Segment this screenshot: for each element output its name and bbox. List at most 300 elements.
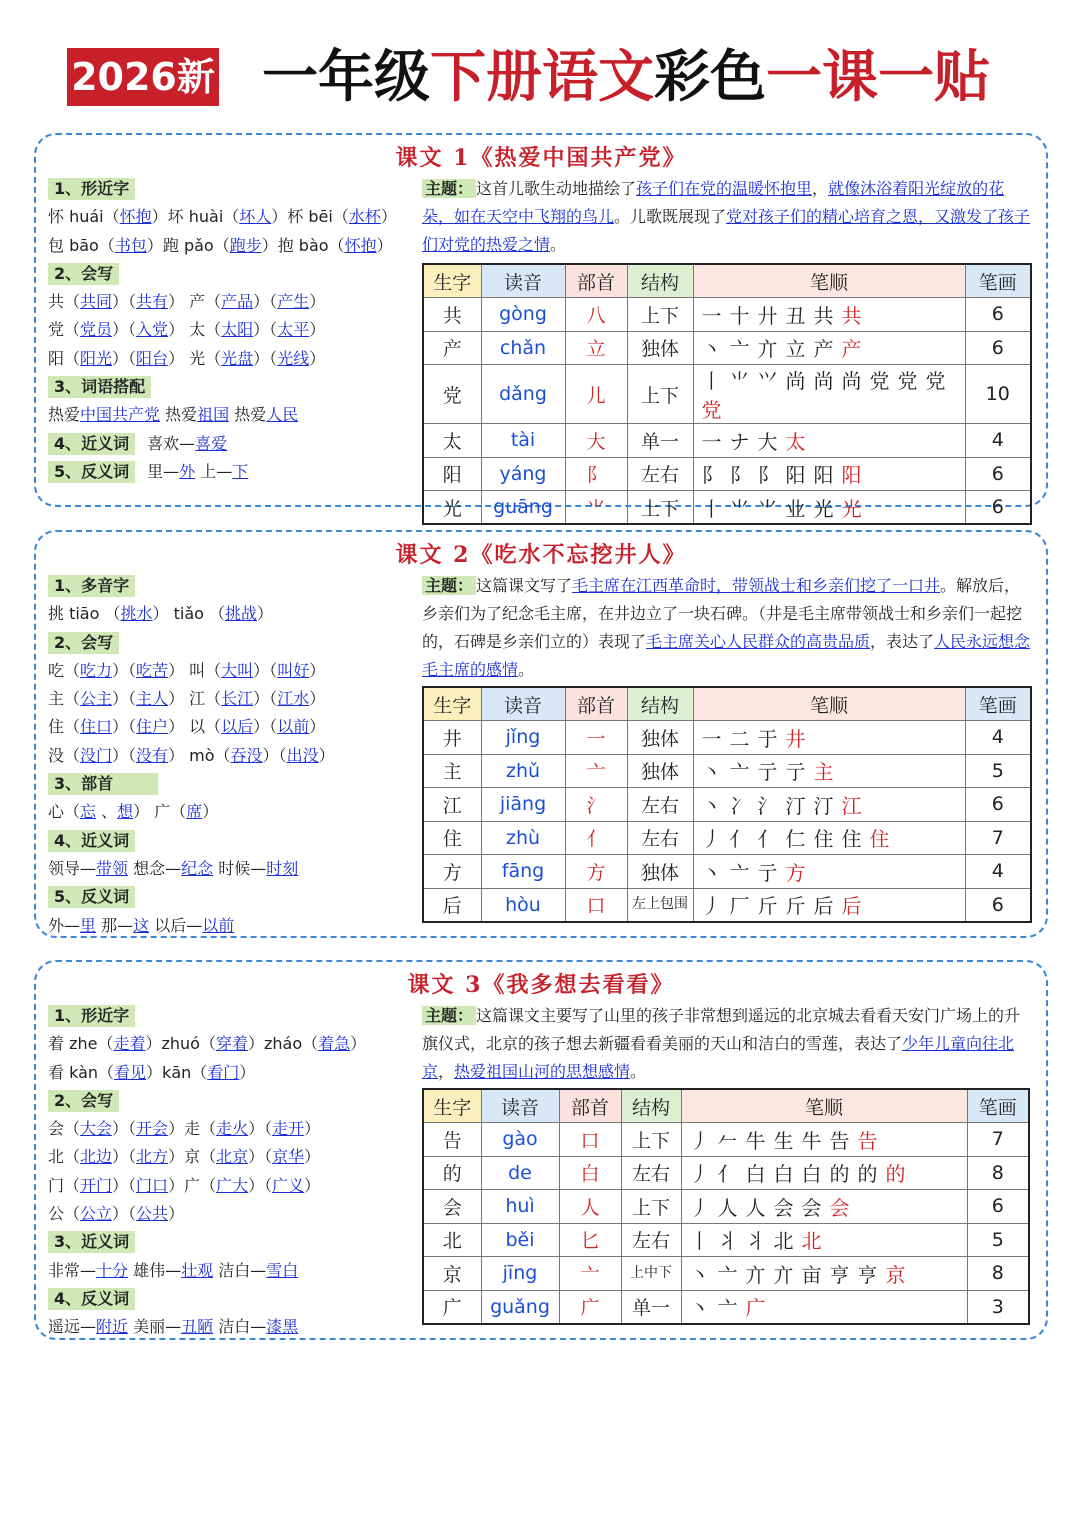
char-cell: 党: [423, 365, 481, 424]
text-fragment: ）（: [112, 745, 137, 765]
key-phrase: 公主: [80, 689, 113, 709]
text-fragment: 怀 huái（: [48, 207, 120, 227]
note-line: [48, 685, 418, 713]
stroke-step: 亩: [801, 1262, 830, 1287]
note-heading: [48, 1285, 418, 1313]
radical-cell: 大: [565, 424, 627, 458]
pinyin-cell: tài: [481, 424, 565, 458]
text-fragment: ）（: [112, 1147, 137, 1167]
stroke-step: 亣: [757, 337, 786, 362]
stroke-step: 党: [869, 369, 898, 393]
key-phrase: 挑战: [225, 604, 258, 624]
text-fragment: ）坏 huài（: [151, 207, 240, 227]
text-fragment: 洁白—: [213, 1317, 267, 1337]
stroke-step: 共: [841, 303, 870, 328]
text-fragment: 。儿歌既展现了: [614, 207, 727, 226]
table-row: [423, 888, 1031, 922]
stroke-count-cell: 4: [965, 721, 1031, 755]
table-row: [423, 788, 1031, 822]
key-phrase: 纪念: [181, 858, 214, 878]
section-heading: 3、词语搭配: [48, 376, 151, 398]
structure-cell: 上下: [621, 1123, 681, 1157]
stroke-order-cell: [693, 721, 965, 755]
stroke-order-cell: [693, 888, 965, 922]
stroke-step: 光: [813, 496, 842, 521]
stroke-step: 丶: [701, 337, 730, 362]
column-header: 结构: [621, 1089, 681, 1123]
char-cell: 江: [423, 788, 481, 822]
key-phrase: 喜爱: [195, 433, 228, 453]
text-fragment: ） 广（: [133, 802, 187, 822]
note-line: [48, 232, 418, 260]
char-cell: 阳: [423, 457, 481, 491]
section-heading: 2、会写: [48, 1090, 119, 1112]
section-heading: 3、部首: [48, 773, 158, 795]
note-line: [48, 742, 418, 770]
stroke-step: 亠: [729, 337, 758, 362]
table-row: [423, 1257, 1029, 1291]
table-row: [423, 331, 1031, 365]
stroke-count-cell: 3: [967, 1290, 1029, 1324]
table-row: [423, 1290, 1029, 1324]
stroke-count-cell: 5: [967, 1223, 1029, 1257]
note-heading: [48, 572, 418, 600]
char-cell: 后: [423, 888, 481, 922]
pinyin-cell: fāng: [481, 855, 565, 889]
stroke-step: 亻: [729, 827, 758, 852]
key-phrase: 北方: [136, 1147, 169, 1167]
pinyin-cell: huì: [481, 1190, 559, 1224]
radical-cell: 口: [565, 888, 627, 922]
key-phrase: 时刻: [266, 858, 299, 878]
text-fragment: ）抱 bào（: [261, 235, 345, 255]
pinyin-cell: guǎng: [481, 1290, 559, 1324]
stroke-step: 会: [801, 1195, 830, 1220]
note-line: [48, 1059, 418, 1087]
key-phrase: 广大: [216, 1175, 249, 1195]
stroke-step: 大: [757, 429, 786, 454]
pinyin-cell: hòu: [481, 888, 565, 922]
text-fragment: 着 zhe（: [48, 1034, 114, 1054]
key-phrase: 毛主席关心人民群众的高贵品质: [646, 632, 871, 651]
radical-cell: 立: [565, 331, 627, 365]
text-fragment: 这篇课文主要写了山里的孩子非常想到遥远的北京城去看看天安门广场上的升旗仪式，北京的孩子想去新疆看看美丽的天山和洁白的雪莲，表达了: [422, 1006, 1021, 1053]
note-line: [48, 203, 418, 231]
key-phrase: 长江: [221, 689, 254, 709]
stroke-step: ナ: [729, 429, 758, 454]
text-fragment: ）杯 bēi（: [271, 207, 349, 227]
key-phrase: 以前: [277, 717, 310, 737]
stroke-count-cell: 6: [965, 788, 1031, 822]
note-heading: [48, 1002, 418, 1030]
pinyin-cell: běi: [481, 1223, 559, 1257]
text-fragment: ） tiǎo （: [152, 604, 226, 624]
stroke-step: 亨: [829, 1262, 858, 1287]
key-phrase: 祖国: [197, 405, 230, 425]
structure-cell: 独体: [627, 721, 693, 755]
text-fragment: 没（: [48, 745, 81, 765]
stroke-step: 亻: [717, 1162, 746, 1187]
text-fragment: ）京（: [168, 1147, 217, 1167]
char-cell: 方: [423, 855, 481, 889]
stroke-step: 十: [729, 303, 758, 328]
section-heading: 3、近义词: [48, 1231, 135, 1253]
key-phrase: 下: [232, 461, 249, 481]
theme-label: 主题：: [422, 576, 476, 595]
key-phrase: 看见: [114, 1062, 147, 1082]
text-fragment: ，: [812, 179, 829, 198]
char-cell: 广: [423, 1290, 481, 1324]
pinyin-cell: jīng: [481, 1257, 559, 1291]
text-fragment: 。解放后，乡亲们为了纪念毛主席，在井边立了一块石碑。（井是毛主席带领战士和乡亲们一起挖的，石碑是乡亲们立的）表现了: [422, 576, 1023, 651]
stroke-step: 汀: [785, 793, 814, 818]
stroke-step: 亨: [857, 1262, 886, 1287]
note-line: [48, 288, 418, 316]
note-heading: [48, 1087, 418, 1115]
stroke-step: 丬: [745, 1229, 774, 1254]
text-fragment: 阳（: [48, 348, 81, 368]
stroke-step: 党: [925, 369, 954, 393]
stroke-step: 北: [801, 1229, 830, 1254]
section-heading: 4、近义词: [48, 830, 135, 852]
key-phrase: 穿着: [215, 1034, 248, 1054]
text-fragment: 共（: [48, 292, 81, 312]
note-line: [48, 1200, 418, 1228]
char-cell: 产: [423, 331, 481, 365]
stroke-step: 住: [841, 827, 870, 852]
text-fragment: 挑 tiāo （: [48, 604, 121, 624]
stroke-count-cell: 10: [965, 365, 1031, 424]
structure-cell: 左上包围: [627, 888, 693, 922]
stroke-step: 阳: [841, 463, 870, 488]
structure-cell: 左右: [621, 1223, 681, 1257]
text-fragment: 洁白—: [213, 1260, 267, 1280]
column-header: 读音: [481, 1089, 559, 1123]
note-line: [48, 1030, 418, 1058]
note-line: [48, 1257, 418, 1285]
lesson-title: 课文 3《我多想去看看》: [407, 972, 675, 998]
radical-cell: 广: [559, 1290, 621, 1324]
radical-cell: ⺌: [565, 491, 627, 525]
text-fragment: ）: [380, 207, 397, 227]
structure-cell: 左右: [627, 788, 693, 822]
char-cell: 告: [423, 1123, 481, 1157]
stroke-step: 北: [773, 1229, 802, 1254]
stroke-step: 丑: [785, 303, 814, 328]
section-heading: 1、形近字: [48, 1005, 135, 1027]
radical-cell: 氵: [565, 788, 627, 822]
text-fragment: ）（: [112, 348, 137, 368]
key-phrase: 大叫: [221, 660, 254, 680]
stroke-step: ⺌: [729, 369, 758, 393]
stroke-count-cell: 6: [965, 457, 1031, 491]
key-phrase: 太平: [277, 320, 310, 340]
note-heading: [48, 629, 418, 657]
char-cell: 住: [423, 821, 481, 855]
stroke-step: 丨: [701, 369, 730, 393]
pinyin-cell: jǐng: [481, 721, 565, 755]
stroke-step: 丿: [689, 1128, 718, 1153]
stroke-step: 尚: [813, 369, 842, 393]
key-phrase: 着急: [318, 1034, 351, 1054]
text-fragment: ）: [168, 1204, 185, 1224]
text-fragment: 想念—: [128, 858, 182, 878]
text-fragment: ）（: [248, 1147, 273, 1167]
key-phrase: 孩子们在党的温暖怀抱里: [636, 179, 813, 198]
stroke-step: 亣: [773, 1262, 802, 1287]
text-fragment: 热爱: [229, 405, 267, 425]
key-phrase: 热爱祖国山河的思想感情: [454, 1062, 631, 1081]
text-fragment: ）: [309, 717, 326, 737]
table-row: [423, 1156, 1029, 1190]
title-part: 下册语文: [430, 44, 654, 110]
column-header: 笔顺: [681, 1089, 967, 1123]
stroke-step: 一: [701, 303, 730, 328]
text-fragment: ）（: [112, 1175, 137, 1195]
stroke-step: 白: [745, 1162, 774, 1187]
key-phrase: 共有: [136, 292, 169, 312]
text-fragment: ）走（: [168, 1119, 217, 1139]
table-row: [423, 365, 1031, 424]
lesson-title: 课文 2《吃水不忘挖井人》: [395, 542, 687, 568]
note-heading: [48, 373, 418, 401]
key-phrase: 席: [186, 802, 203, 822]
text-fragment: 美丽—: [128, 1317, 182, 1337]
text-fragment: ）（: [248, 1119, 273, 1139]
radical-cell: 亠: [565, 754, 627, 788]
stroke-step: 亣: [745, 1262, 774, 1287]
key-phrase: 想: [117, 802, 134, 822]
key-phrase: 以前: [202, 915, 235, 935]
lesson-theme: [422, 1002, 1032, 1086]
text-fragment: 这篇课文写了: [476, 576, 573, 595]
column-header: 笔顺: [693, 264, 965, 298]
text-fragment: ）（: [112, 689, 137, 709]
stroke-step: 一: [701, 429, 730, 454]
stroke-step: 牛: [745, 1128, 774, 1153]
radical-cell: 亠: [559, 1257, 621, 1291]
stroke-step: 阝: [729, 463, 758, 488]
stroke-order-cell: [693, 331, 965, 365]
char-cell: 北: [423, 1223, 481, 1257]
text-fragment: ，表达了: [870, 632, 935, 651]
text-fragment: 这首儿歌生动地描绘了: [476, 179, 637, 198]
stroke-step: 产: [841, 337, 870, 362]
text-fragment: ）: [257, 604, 274, 624]
text-fragment: 。: [550, 235, 567, 254]
stroke-step: 一: [701, 726, 730, 751]
text-fragment: 会（: [48, 1119, 81, 1139]
key-phrase: 忘: [80, 802, 97, 822]
text-fragment: ）zháo（: [248, 1034, 319, 1054]
stroke-step: 京: [885, 1262, 914, 1287]
key-phrase: 漆黑: [266, 1317, 299, 1337]
key-phrase: 出没: [286, 745, 319, 765]
column-header: 生字: [423, 1089, 481, 1123]
note-heading: [48, 260, 418, 288]
table-row: [423, 1190, 1029, 1224]
key-phrase: 以后: [221, 717, 254, 737]
key-phrase: 里: [80, 915, 97, 935]
key-phrase: 看门: [207, 1062, 240, 1082]
structure-cell: 独体: [627, 855, 693, 889]
note-heading: [48, 827, 418, 855]
text-fragment: 心（: [48, 802, 81, 822]
text-fragment: ）（: [262, 745, 287, 765]
column-header: 结构: [627, 687, 693, 721]
stroke-order-cell: [681, 1190, 967, 1224]
stroke-order-cell: [693, 298, 965, 332]
table-row: [423, 821, 1031, 855]
text-fragment: ）（: [112, 660, 137, 680]
text-fragment: 雄伟—: [128, 1260, 182, 1280]
note-line: [48, 1115, 418, 1143]
lesson-title: 课文 1《热爱中国共产党》: [395, 145, 687, 171]
stroke-step: 于: [757, 726, 786, 751]
stroke-step: 二: [729, 726, 758, 751]
pinyin-cell: zhǔ: [481, 754, 565, 788]
text-fragment: ） mò（: [168, 745, 231, 765]
text-fragment: ）: [309, 689, 326, 709]
key-phrase: 产生: [277, 292, 310, 312]
text-fragment: 吃（: [48, 660, 81, 680]
text-fragment: 看 kàn（: [48, 1062, 115, 1082]
stroke-count-cell: 6: [965, 888, 1031, 922]
stroke-step: 告: [857, 1128, 886, 1153]
note-heading: [48, 458, 418, 486]
stroke-step: 的: [857, 1162, 886, 1187]
section-heading: 1、形近字: [48, 178, 135, 200]
lesson-theme: [422, 572, 1032, 684]
text-fragment: 热爱: [48, 405, 81, 425]
key-phrase: 广义: [272, 1175, 305, 1195]
note-line: [48, 798, 418, 826]
text-fragment: 。: [630, 1062, 647, 1081]
text-fragment: ）跑 pǎo（: [146, 235, 230, 255]
key-phrase: 公立: [80, 1204, 113, 1224]
key-phrase: 光盘: [221, 348, 254, 368]
note-line: [48, 713, 418, 741]
stroke-step: 白: [801, 1162, 830, 1187]
character-table: [422, 263, 1032, 525]
key-phrase: 吃苦: [136, 660, 169, 680]
pinyin-cell: gòng: [481, 298, 565, 332]
table-row: [423, 457, 1031, 491]
stroke-step: 阳: [813, 463, 842, 488]
stroke-step: 氵: [757, 793, 786, 818]
note-heading: [48, 883, 418, 911]
stroke-step: 亠: [729, 760, 758, 785]
text-fragment: 公（: [48, 1204, 81, 1224]
text-fragment: ）（: [253, 717, 278, 737]
text-fragment: ）: [202, 802, 219, 822]
char-cell: 主: [423, 754, 481, 788]
stroke-step: 白: [773, 1162, 802, 1187]
key-phrase: 吃力: [80, 660, 113, 680]
text-fragment: ）（: [112, 1119, 137, 1139]
text-fragment: 主（: [48, 689, 81, 709]
stroke-step: 丶: [701, 760, 730, 785]
stroke-order-cell: [681, 1123, 967, 1157]
char-cell: 京: [423, 1257, 481, 1291]
stroke-step: 江: [841, 793, 870, 818]
key-phrase: 江水: [277, 689, 310, 709]
stroke-order-cell: [681, 1257, 967, 1291]
structure-cell: 上下: [621, 1190, 681, 1224]
stroke-step: 亍: [757, 860, 786, 885]
radical-cell: 亻: [565, 821, 627, 855]
pinyin-cell: gào: [481, 1123, 559, 1157]
stroke-step: 冫: [729, 793, 758, 818]
key-phrase: 怀抱: [344, 235, 377, 255]
lesson-card: [34, 530, 1048, 938]
text-fragment: ）: [304, 1175, 321, 1195]
stroke-step: 廾: [757, 303, 786, 328]
radical-cell: 一: [565, 721, 627, 755]
char-cell: 光: [423, 491, 481, 525]
stroke-step: 告: [829, 1128, 858, 1153]
stroke-step: 人: [717, 1195, 746, 1220]
table-row: [423, 298, 1031, 332]
note-line: [48, 401, 418, 429]
text-fragment: 北（: [48, 1147, 81, 1167]
year-badge: 2026新: [67, 48, 219, 106]
note-heading: [48, 1228, 418, 1256]
key-phrase: 带领: [96, 858, 129, 878]
key-phrase: 中国共产党: [80, 405, 161, 425]
stroke-step: 会: [773, 1195, 802, 1220]
table-row: [423, 1123, 1029, 1157]
key-phrase: 壮观: [181, 1260, 214, 1280]
text-fragment: 领导—: [48, 858, 97, 878]
stroke-step: 光: [841, 496, 870, 521]
stroke-step: 丿: [689, 1195, 718, 1220]
stroke-step: 阳: [785, 463, 814, 488]
radical-cell: 方: [565, 855, 627, 889]
char-cell: 太: [423, 424, 481, 458]
key-phrase: 附近: [96, 1317, 129, 1337]
stroke-step: 丶: [689, 1296, 718, 1320]
stroke-count-cell: 7: [965, 821, 1031, 855]
title-part: 彩色: [654, 44, 766, 110]
stroke-step: 方: [785, 860, 814, 885]
text-fragment: ） 太（: [168, 320, 222, 340]
table-row: [423, 855, 1031, 889]
text-fragment: ）（: [253, 348, 278, 368]
column-header: 笔顺: [693, 687, 965, 721]
structure-cell: 上中下: [621, 1257, 681, 1291]
column-header: 部首: [565, 687, 627, 721]
text-fragment: ） 产（: [168, 292, 222, 312]
stroke-count-cell: 5: [965, 754, 1031, 788]
table-row: [423, 754, 1031, 788]
stroke-step: 丶: [701, 860, 730, 885]
stroke-step: 立: [785, 337, 814, 362]
key-phrase: 书包: [114, 235, 147, 255]
key-phrase: 北边: [80, 1147, 113, 1167]
text-fragment: ）: [309, 348, 326, 368]
stroke-order-cell: [693, 821, 965, 855]
note-line: [48, 912, 418, 940]
key-phrase: 人民: [266, 405, 299, 425]
stroke-step: 丬: [717, 1229, 746, 1254]
structure-cell: 单一: [621, 1290, 681, 1324]
key-phrase: 雪白: [266, 1260, 299, 1280]
text-fragment: 上—: [195, 461, 233, 481]
stroke-step: 丿: [701, 827, 730, 852]
key-phrase: 没有: [136, 745, 169, 765]
lesson-card: [34, 133, 1048, 521]
